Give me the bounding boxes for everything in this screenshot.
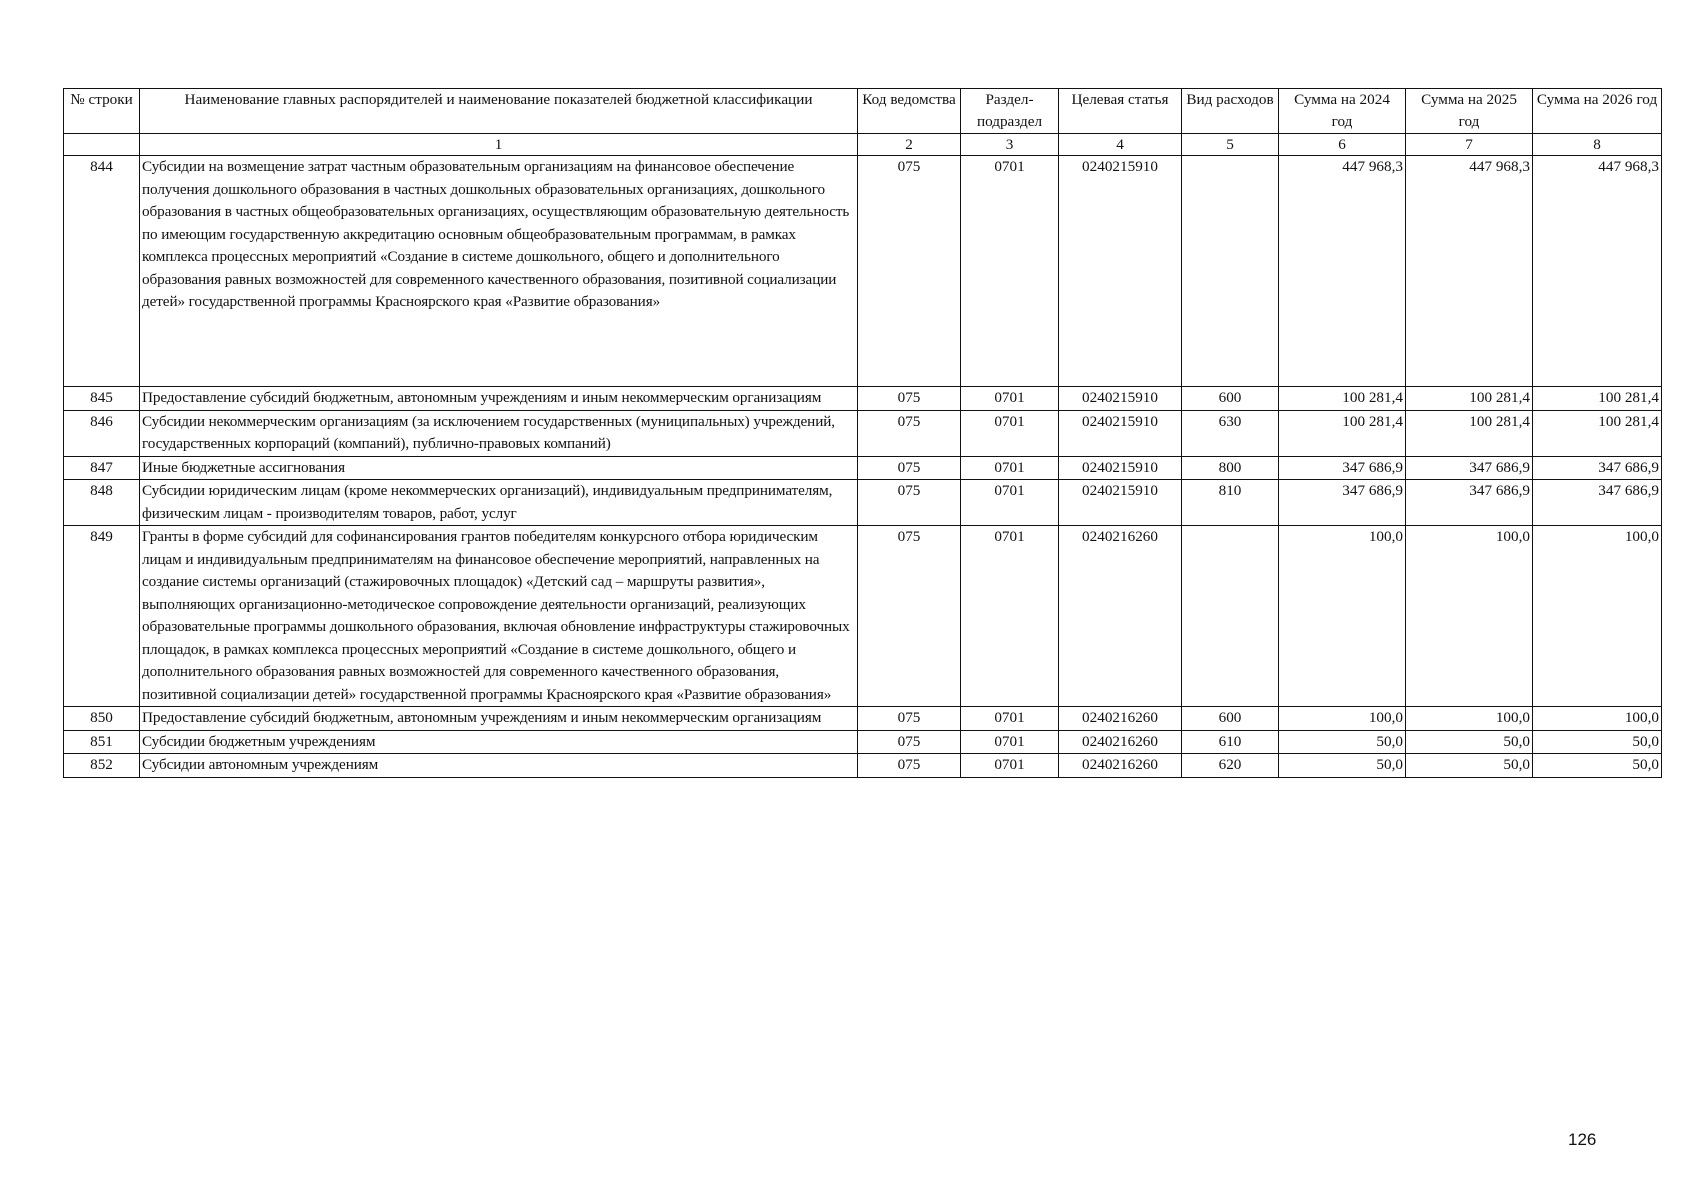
row-target: 0240216260 bbox=[1059, 526, 1182, 707]
row-sum-2024: 100,0 bbox=[1279, 707, 1406, 731]
row-target: 0240215910 bbox=[1059, 156, 1182, 387]
row-sum-2024: 50,0 bbox=[1279, 730, 1406, 754]
table-row bbox=[64, 456, 1662, 480]
row-sum-2026: 347 686,9 bbox=[1533, 456, 1662, 480]
header-sum-2025: Сумма на 2025 год bbox=[1406, 89, 1533, 134]
column-number: 1 bbox=[140, 134, 858, 156]
header-dept-code: Код ведомства bbox=[858, 89, 961, 134]
row-sum-2026: 100,0 bbox=[1533, 707, 1662, 731]
row-dept-code: 075 bbox=[858, 754, 961, 778]
row-sum-2025: 50,0 bbox=[1406, 730, 1533, 754]
row-sum-2026: 50,0 bbox=[1533, 730, 1662, 754]
column-number: 4 bbox=[1059, 134, 1182, 156]
row-target: 0240215910 bbox=[1059, 387, 1182, 411]
row-sum-2024: 347 686,9 bbox=[1279, 480, 1406, 526]
row-number: 848 bbox=[64, 480, 140, 526]
row-sum-2024: 100,0 bbox=[1279, 526, 1406, 707]
row-section: 0701 bbox=[961, 480, 1059, 526]
row-target: 0240215910 bbox=[1059, 480, 1182, 526]
row-section: 0701 bbox=[961, 156, 1059, 387]
table-row bbox=[64, 526, 1662, 707]
table-row bbox=[64, 480, 1662, 526]
row-dept-code: 075 bbox=[858, 526, 961, 707]
row-dept-code: 075 bbox=[858, 410, 961, 456]
column-number-row bbox=[64, 134, 1662, 156]
row-number: 851 bbox=[64, 730, 140, 754]
row-target: 0240215910 bbox=[1059, 456, 1182, 480]
row-sum-2025: 50,0 bbox=[1406, 754, 1533, 778]
row-exp-type: 600 bbox=[1182, 707, 1279, 731]
row-number: 844 bbox=[64, 156, 140, 387]
row-name: Гранты в форме субсидий для софинансирования грантов победителям конкурсного отбора юридическим лицам и индивидуальным предпринимателям на финансовое обеспечение мероприятий, направленных на создание системы организаций (стажировочных площадок) «Детский сад – маршруты развития», выполняющих организационно-методическое сопровождение деятельности организаций, реализующих образовательные программы дошкольного образования, включая обновление инфраструктуры стажировочных площадок, в рамках комплекса процессных мероприятий «Создание в системе дошкольного, общего и дополнительного образования равных возможностей для современного качественного образования, позитивной социализации детей» государственной программы Красноярского края «Развитие образования» bbox=[140, 526, 858, 707]
header-sum-2024: Сумма на 2024 год bbox=[1279, 89, 1406, 134]
row-sum-2026: 447 968,3 bbox=[1533, 156, 1662, 387]
row-section: 0701 bbox=[961, 730, 1059, 754]
row-dept-code: 075 bbox=[858, 156, 961, 387]
header-section: Раздел-подраздел bbox=[961, 89, 1059, 134]
row-exp-type: 800 bbox=[1182, 456, 1279, 480]
row-exp-type: 810 bbox=[1182, 480, 1279, 526]
row-dept-code: 075 bbox=[858, 730, 961, 754]
table-row bbox=[64, 707, 1662, 731]
row-number: 849 bbox=[64, 526, 140, 707]
row-exp-type bbox=[1182, 156, 1279, 387]
table-row bbox=[64, 156, 1662, 387]
column-number: 3 bbox=[961, 134, 1059, 156]
row-name: Субсидии юридическим лицам (кроме некоммерческих организаций), индивидуальным предпринимателям, физическим лицам - производителям товаров, работ, услуг bbox=[140, 480, 858, 526]
column-number: 5 bbox=[1182, 134, 1279, 156]
row-section: 0701 bbox=[961, 526, 1059, 707]
header-row-no: № строки bbox=[64, 89, 140, 134]
column-number: 8 bbox=[1533, 134, 1662, 156]
header-sum-2026: Сумма на 2026 год bbox=[1533, 89, 1662, 134]
row-name: Субсидии некоммерческим организациям (за исключением государственных (муниципальных) учреждений, государственных корпораций (компаний), публично-правовых компаний) bbox=[140, 410, 858, 456]
column-number bbox=[64, 134, 140, 156]
row-section: 0701 bbox=[961, 754, 1059, 778]
row-sum-2024: 50,0 bbox=[1279, 754, 1406, 778]
row-sum-2024: 100 281,4 bbox=[1279, 387, 1406, 411]
column-number: 6 bbox=[1279, 134, 1406, 156]
row-name: Предоставление субсидий бюджетным, автономным учреждениям и иным некоммерческим организациям bbox=[140, 387, 858, 411]
row-exp-type: 600 bbox=[1182, 387, 1279, 411]
row-exp-type bbox=[1182, 526, 1279, 707]
table-row bbox=[64, 410, 1662, 456]
row-section: 0701 bbox=[961, 387, 1059, 411]
column-number: 7 bbox=[1406, 134, 1533, 156]
row-target: 0240216260 bbox=[1059, 754, 1182, 778]
row-sum-2025: 100 281,4 bbox=[1406, 410, 1533, 456]
row-sum-2025: 100,0 bbox=[1406, 707, 1533, 731]
row-target: 0240216260 bbox=[1059, 707, 1182, 731]
row-target: 0240215910 bbox=[1059, 410, 1182, 456]
row-dept-code: 075 bbox=[858, 387, 961, 411]
row-name: Субсидии на возмещение затрат частным образовательным организациям на финансовое обеспечение получения дошкольного образования в частных дошкольных образовательных организациях, дошкольного образования в частных общеобразовательных организациях, осуществляющим образовательную деятельность по имеющим государственную аккредитацию основным общеобразовательным программам, в рамках комплекса процессных мероприятий «Создание в системе дошкольного, общего и дополнительного образования равных возможностей для современного качественного образования, позитивной социализации детей» государственной программы Красноярского края «Развитие образования» bbox=[140, 156, 858, 387]
row-exp-type: 630 bbox=[1182, 410, 1279, 456]
row-sum-2024: 100 281,4 bbox=[1279, 410, 1406, 456]
row-sum-2025: 347 686,9 bbox=[1406, 456, 1533, 480]
row-section: 0701 bbox=[961, 410, 1059, 456]
row-name: Субсидии бюджетным учреждениям bbox=[140, 730, 858, 754]
row-sum-2024: 447 968,3 bbox=[1279, 156, 1406, 387]
row-sum-2026: 100 281,4 bbox=[1533, 410, 1662, 456]
row-sum-2025: 100 281,4 bbox=[1406, 387, 1533, 411]
row-section: 0701 bbox=[961, 456, 1059, 480]
row-dept-code: 075 bbox=[858, 707, 961, 731]
row-sum-2026: 100 281,4 bbox=[1533, 387, 1662, 411]
row-sum-2026: 50,0 bbox=[1533, 754, 1662, 778]
row-number: 852 bbox=[64, 754, 140, 778]
row-exp-type: 610 bbox=[1182, 730, 1279, 754]
row-number: 845 bbox=[64, 387, 140, 411]
row-sum-2026: 100,0 bbox=[1533, 526, 1662, 707]
table-row bbox=[64, 387, 1662, 411]
header-exp-type: Вид расходов bbox=[1182, 89, 1279, 134]
row-sum-2025: 447 968,3 bbox=[1406, 156, 1533, 387]
row-exp-type: 620 bbox=[1182, 754, 1279, 778]
row-sum-2026: 347 686,9 bbox=[1533, 480, 1662, 526]
table-row bbox=[64, 754, 1662, 778]
row-target: 0240216260 bbox=[1059, 730, 1182, 754]
row-sum-2025: 100,0 bbox=[1406, 526, 1533, 707]
row-name: Иные бюджетные ассигнования bbox=[140, 456, 858, 480]
row-section: 0701 bbox=[961, 707, 1059, 731]
header-name: Наименование главных распорядителей и наименование показателей бюджетной классификации bbox=[140, 89, 858, 134]
row-dept-code: 075 bbox=[858, 480, 961, 526]
header-row bbox=[64, 89, 1662, 134]
row-sum-2024: 347 686,9 bbox=[1279, 456, 1406, 480]
budget-table bbox=[63, 88, 1662, 778]
row-number: 847 bbox=[64, 456, 140, 480]
column-number: 2 bbox=[858, 134, 961, 156]
table-row bbox=[64, 730, 1662, 754]
row-number: 850 bbox=[64, 707, 140, 731]
row-dept-code: 075 bbox=[858, 456, 961, 480]
page-number: 126 bbox=[1568, 1130, 1597, 1149]
row-sum-2025: 347 686,9 bbox=[1406, 480, 1533, 526]
header-target: Целевая статья bbox=[1059, 89, 1182, 134]
row-name: Субсидии автономным учреждениям bbox=[140, 754, 858, 778]
row-name: Предоставление субсидий бюджетным, автономным учреждениям и иным некоммерческим организациям bbox=[140, 707, 858, 731]
row-number: 846 bbox=[64, 410, 140, 456]
